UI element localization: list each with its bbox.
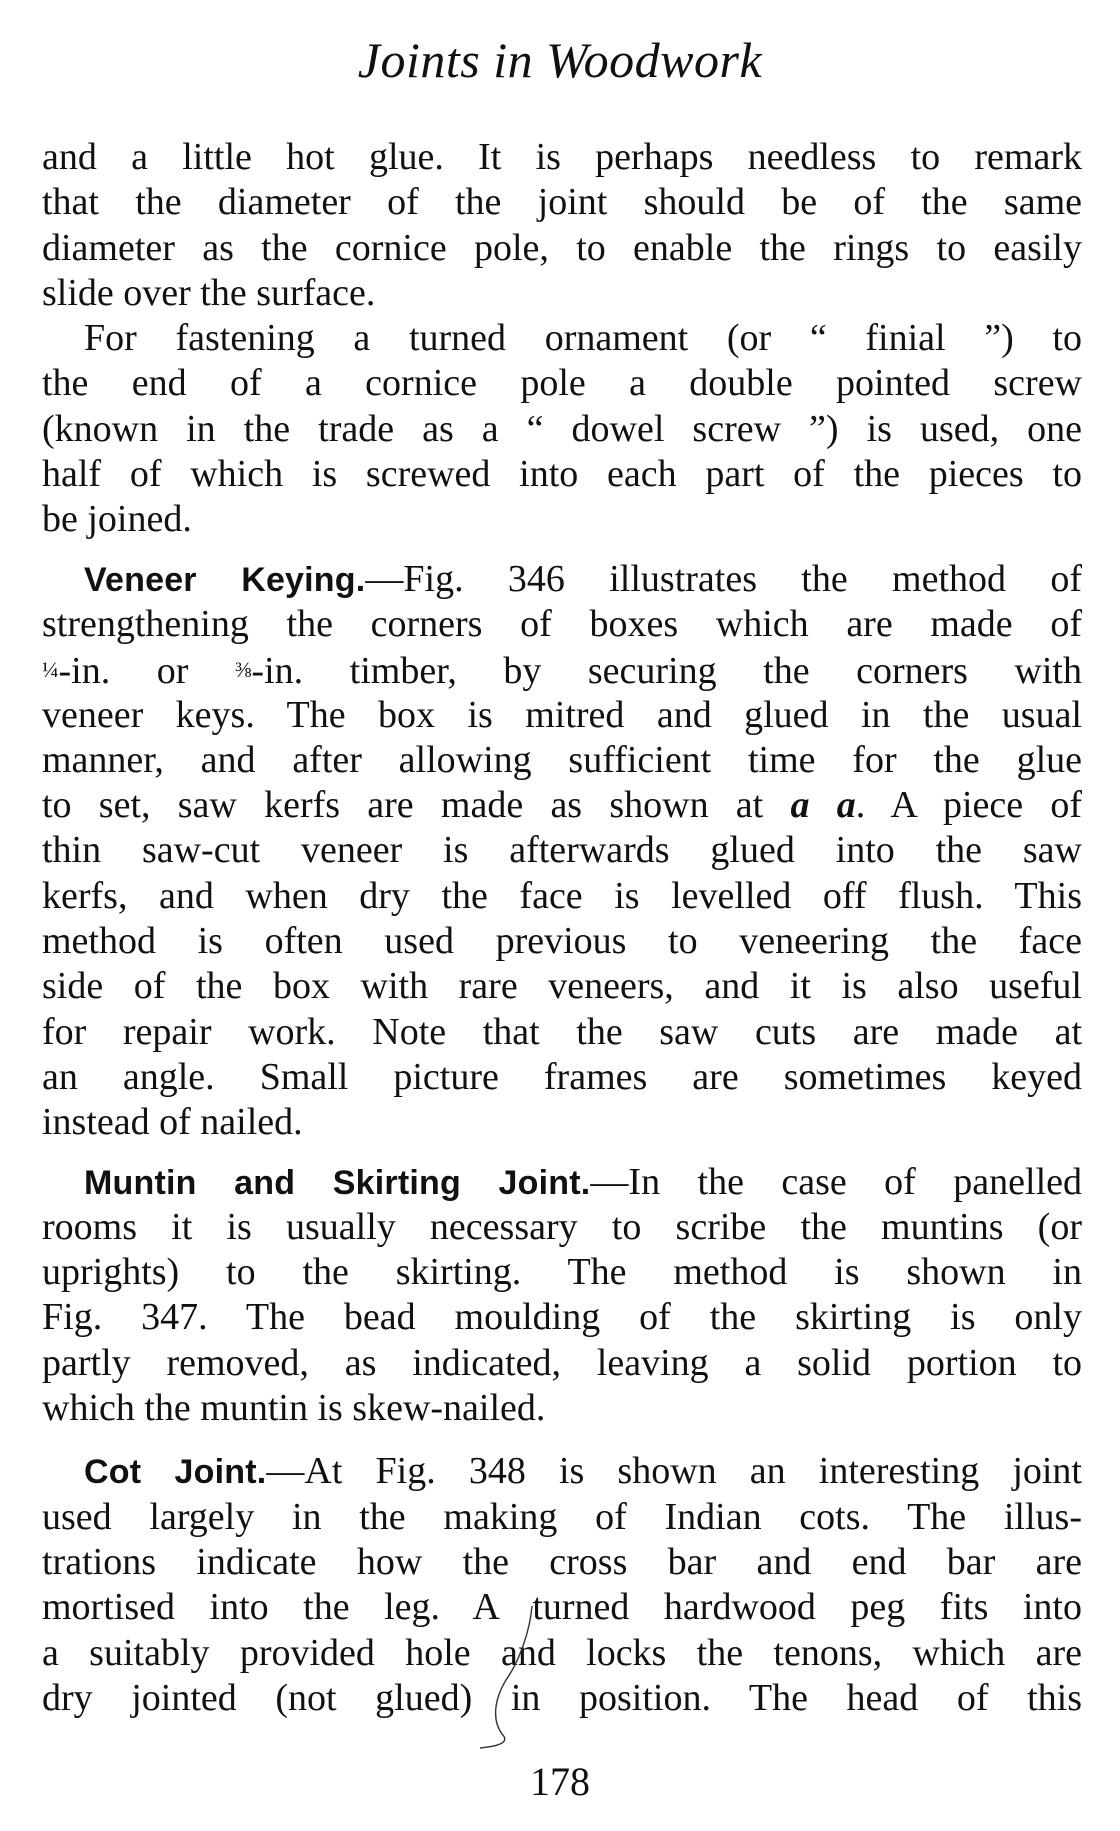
- text-line: [42, 647, 1082, 692]
- figure-reference: a a: [790, 784, 856, 827]
- text-line: manner, and after allowing sufficient time for the glue: [42, 738, 1082, 781]
- text-line: [42, 783, 1082, 828]
- text-run: —At Fig. 348 is shown an interesting joint: [266, 1450, 1082, 1493]
- pen-stroke-mark: [440, 1600, 580, 1750]
- paragraph-finial: [42, 316, 1082, 542]
- text-line: strengthening the corners of boxes which are made of: [42, 602, 1082, 645]
- text-line: [42, 1449, 1082, 1494]
- text-run: to set, saw kerfs are made as shown at: [42, 784, 791, 827]
- text-line: partly removed, as indicated, leaving a solid portion to: [42, 1341, 1082, 1384]
- text-line: diameter as the cornice pole, to enable the rings to easily: [42, 226, 1082, 269]
- text-line: side of the box with rare veneers, and it is also useful: [42, 965, 1082, 1008]
- text-line: an angle. Small picture frames are sometimes keyed: [42, 1055, 1082, 1098]
- text-line: and a little hot glue. It is perhaps needless to remark: [42, 136, 1082, 178]
- fraction: ¼: [42, 657, 59, 683]
- text-line: For fastening a turned ornament (or “ finial ”) to: [84, 317, 1082, 360]
- running-title: Joints in Woodwork: [357, 32, 763, 88]
- text-line: half of which is screwed into each part of the pieces to: [42, 453, 1082, 496]
- text-run: -in. timber, by securing the corners with: [251, 650, 1082, 693]
- text-line: that the diameter of the joint should be of the same: [42, 181, 1082, 224]
- section-heading: Cot Joint.: [84, 1453, 267, 1492]
- text-line: used largely in the making of Indian cots. The illus-: [42, 1495, 1082, 1538]
- text-run: —In the case of panelled: [590, 1160, 1082, 1203]
- text-line: (known in the trade as a “ dowel screw ”) is used, one: [42, 407, 1082, 450]
- text-line: [42, 1160, 1082, 1205]
- text-line: mortised into the leg. A turned hardwood peg fits into: [42, 1586, 1082, 1629]
- text-run: . A piece of: [855, 784, 1082, 827]
- section-heading: Veneer Keying.: [84, 560, 366, 599]
- text-run: —Fig. 346 illustrates the method of: [365, 557, 1082, 600]
- text-line: be joined.: [42, 498, 192, 541]
- page-number: 178: [530, 1759, 590, 1804]
- text-line: [42, 557, 1082, 602]
- text-line: uprights) to the skirting. The method is shown in: [42, 1251, 1082, 1294]
- text-line: a suitably provided hole and locks the tenons, which are: [42, 1631, 1082, 1674]
- text-line: dry jointed (not glued) in position. The head of this: [42, 1676, 1082, 1719]
- text-line: rooms it is usually necessary to scribe the muntins (or: [42, 1205, 1082, 1248]
- text-line: instead of nailed.: [42, 1101, 303, 1144]
- text-line: slide over the surface.: [42, 271, 376, 314]
- text-line: veneer keys. The box is mitred and glued in the usual: [42, 693, 1082, 736]
- text-line: which the muntin is skew-nailed.: [42, 1387, 546, 1430]
- text-line: the end of a cornice pole a double pointed screw: [42, 362, 1082, 405]
- text-line: method is often used previous to veneering the face: [42, 920, 1082, 963]
- section-heading: Muntin and Skirting Joint.: [84, 1163, 591, 1202]
- text-line: trations indicate how the cross bar and end bar are: [42, 1540, 1082, 1583]
- text-line: for repair work. Note that the saw cuts are made at: [42, 1010, 1082, 1053]
- paragraph-continuation: [42, 135, 1082, 316]
- text-run: -in. or: [58, 650, 235, 693]
- text-line: thin saw-cut veneer is afterwards glued into the saw: [42, 829, 1082, 872]
- text-line: kerfs, and when dry the face is levelled off flush. This: [42, 874, 1082, 917]
- section-muntin-skirting: [42, 1160, 1082, 1432]
- fraction: ⅜: [234, 657, 252, 683]
- body-text: [42, 135, 1082, 1721]
- section-veneer-keying: [42, 557, 1082, 1146]
- text-line: Fig. 347. The bead moulding of the skirting is only: [42, 1296, 1082, 1339]
